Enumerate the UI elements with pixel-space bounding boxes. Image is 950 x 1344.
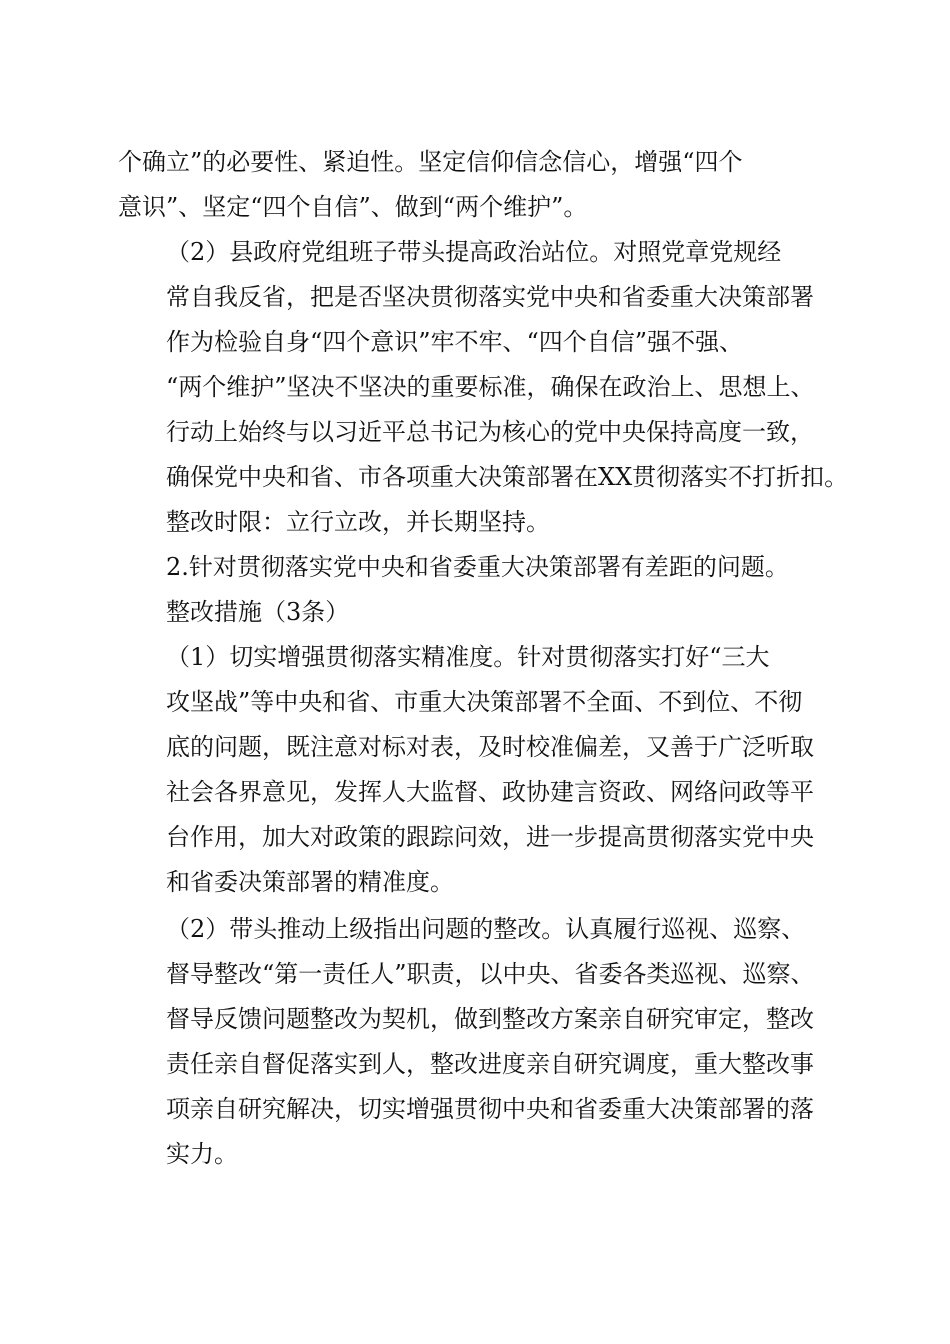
paragraph-issue-heading <box>118 545 838 590</box>
text-line: 责任亲自督促落实到人，整改进度亲自研究调度，重大整改事 <box>166 1050 814 1078</box>
text-line: 整改措施（3条） <box>166 598 350 626</box>
text-line: 攻坚战”等中央和省、市重大决策部署不全面、不到位、不彻 <box>166 688 803 716</box>
paragraph-measure-1 <box>118 635 838 905</box>
paragraph-continuation <box>118 140 838 230</box>
text-line: 作为检验自身“四个意识”牢不牢、“四个自信”强不强、 <box>166 328 744 356</box>
text-line: 底的问题，既注意对标对表，及时校准偏差，又善于广泛听取 <box>166 733 814 761</box>
text-line: 整改时限：立行立改，并长期坚持。 <box>166 508 550 536</box>
text-line: 和省委决策部署的精准度。 <box>166 868 454 896</box>
document-body <box>118 140 849 1177</box>
paragraph-measures-heading <box>118 590 838 635</box>
text-line: 行动上始终与以习近平总书记为核心的党中央保持高度一致， <box>166 418 814 446</box>
text-line: 督导整改“第一责任人”职责，以中央、省委各类巡视、巡察、 <box>166 960 815 988</box>
text-line: 督导反馈问题整改为契机，做到整改方案亲自研究审定，整改 <box>166 1005 814 1033</box>
text-line: 常自我反省，把是否坚决贯彻落实党中央和省委重大决策部署 <box>166 283 814 311</box>
text-line: （1）切实增强贯彻落实精准度。针对贯彻落实打好“三大 <box>166 643 770 671</box>
text-line: （2）县政府党组班子带头提高政治站位。对照党章党规经 <box>166 238 782 266</box>
paragraph-deadline <box>118 500 838 545</box>
paragraph-political-stance <box>118 230 849 500</box>
text-line: 意识”、坚定“四个自信”、做到“两个维护”。 <box>118 193 588 221</box>
text-line: “两个维护”坚决不坚决的重要标准，确保在政治上、思想上、 <box>166 373 815 401</box>
text-line: （2）带头推动上级指出问题的整改。认真履行巡视、巡察、 <box>166 915 806 943</box>
text-line: 实力。 <box>166 1140 238 1168</box>
text-line: 项亲自研究解决，切实增强贯彻中央和省委重大决策部署的落 <box>166 1095 814 1123</box>
text-line: 确保党中央和省、市各项重大决策部署在XX贯彻落实不打折扣。 <box>166 463 849 491</box>
text-line: 2.针对贯彻落实党中央和省委重大决策部署有差距的问题。 <box>166 553 789 581</box>
paragraph-measure-2 <box>118 907 838 1177</box>
text-line: 社会各界意见，发挥人大监督、政协建言资政、网络问政等平 <box>166 778 814 806</box>
text-line: 台作用，加大对政策的跟踪问效，进一步提高贯彻落实党中央 <box>166 823 814 851</box>
text-line: 个确立”的必要性、紧迫性。坚定信仰信念信心，增强“四个 <box>118 148 743 176</box>
